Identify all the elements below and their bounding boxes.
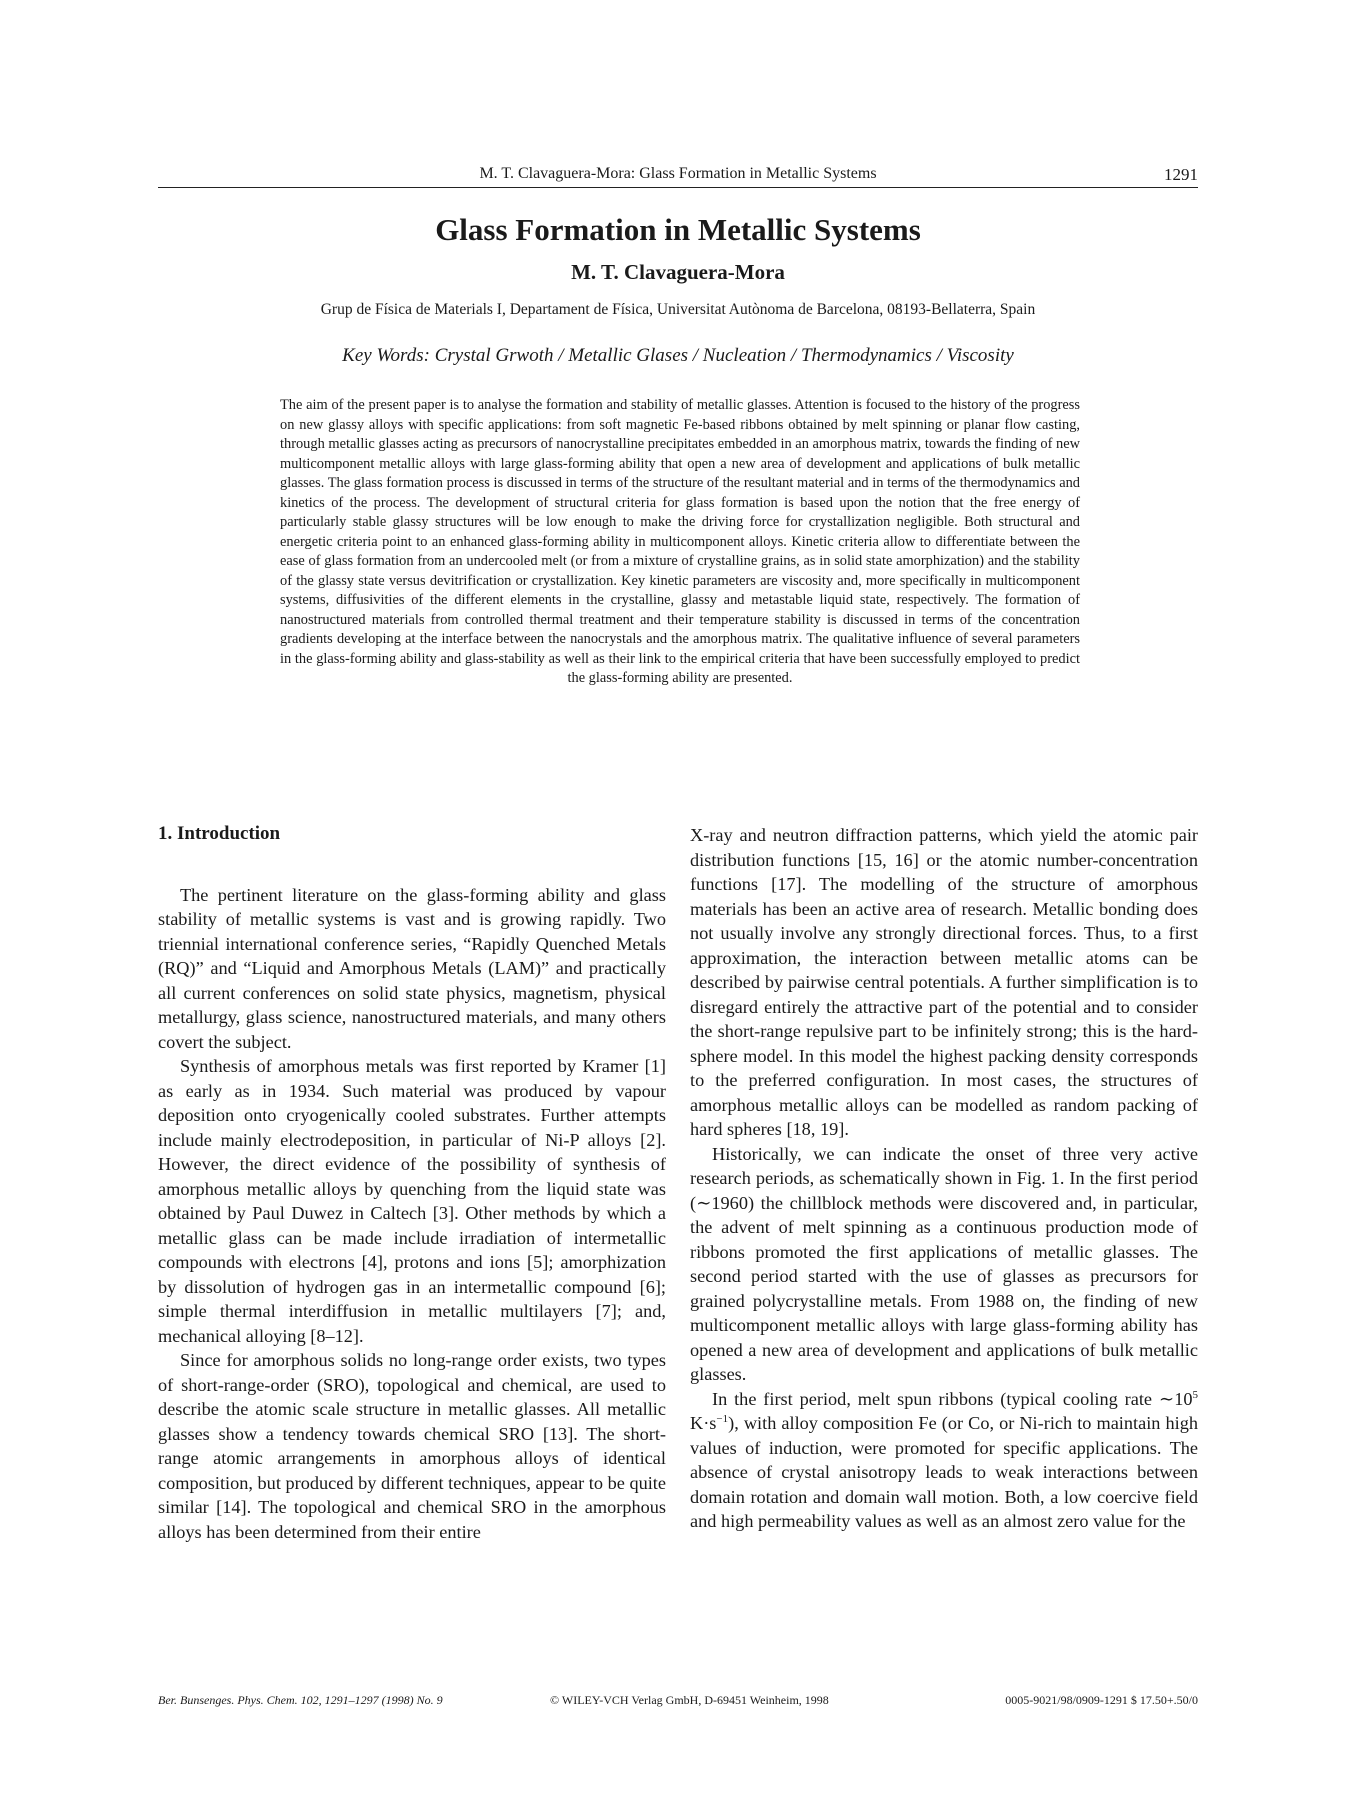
journal-citation: Ber. Bunsenges. Phys. Chem. 102, 1291–1297 (1998) No. 9 <box>158 1693 443 1707</box>
running-title: M. T. Clavaguera-Mora: Glass Formation in Metallic Systems <box>479 165 877 182</box>
paragraph: The pertinent literature on the glass-forming ability and glass stability of metallic systems is vast and is growing rapidly. Two triennial international conference series, “Rapidly Quenched Metals (RQ)” and “Liquid and Amorphous Metals (LAM)” and practically all current conferences on solid state physics, magnetism, physical metallurgy, glass science, nanostructured materials, and many others covert the subject. <box>158 884 666 1052</box>
paragraph: X-ray and neutron diffraction patterns, which yield the atomic pair distribution functions [15, 16] or the atomic number-concentration functions [17]. The modelling of the structure of amorphous materials has been an active area of research. Metallic bonding does not usually involve any strongly directional forces. Thus, to a first approximation, the interaction between metallic atoms can be described by pairwise central potentials. A further simplification is to disregard entirely the attractive part of the potential and to consider the short-range repulsive part to be infinitely strong; this is the hard-sphere model. In this model the highest packing density corresponds to the preferred configuration. In most cases, the structures of amorphous metallic alloys can be modelled as random packing of hard spheres [18, 19]. <box>690 825 1198 1139</box>
left-column <box>158 822 666 1544</box>
paragraph-text: ), with alloy composition Fe (or Co, or Ni-rich to maintain high values of induction, were promoted for specific applications. The absence of crystal anisotropy leads to weak interactions between domain rotation and domain wall motion. Both, a low coercive field and high permeability values as well as an almost zero value for the <box>690 1413 1198 1531</box>
abstract: The aim of the present paper is to analyse the formation and stability of metallic glasses. Attention is focused to the history of the progress on new glassy alloys with specific applications: from soft magnetic Fe-based ribbons obtained by melt spinning or planar flow casting, through metallic glasses acting as precursors of nanocrystalline precipitates embedded in an amorphous matrix, towards the finding of new multicomponent metallic alloys with large glass-forming ability that open a new area of development and applications of bulk metallic glasses. The glass formation process is discussed in terms of the structure of the resultant material and in terms of the thermodynamics and kinetics of the process. The development of structural criteria for glass formation is based upon the notion that the free energy of particularly stable glassy structures will be low enough to make the driving force for crystallization negligible. Both structural and energetic criteria point to an enhanced glass-forming ability in multicomponent alloys. Kinetic criteria allow to differentiate between the ease of glass formation from an undercooled melt (or from a mixture of crystalline grains, as in solid state amorphization) and the stability of the glassy state versus devitrification or crystallization. Key kinetic parameters are viscosity and, more specifically in multicomponent systems, diffusivities of the different elements in the crystalline, glassy and metastable liquid state, respectively. The formation of nanostructured materials from controlled thermal treatment and their temperature stability is discussed in terms of the concentration gradients developing at the interface between the nanocrystals and the amorphous matrix. The qualitative influence of several parameters in the glass-forming ability and glass-stability as well as their link to the empirical criteria that have been successfully employed to predict the glass-forming ability are presented. <box>280 397 1080 686</box>
paragraph: Synthesis of amorphous metals was first reported by Kramer [1] as early as in 1934. Such material was produced by vapour deposition onto cryogenically cooled substrates. Further attempts include mainly electrodeposition, in particular of Ni-P alloys [2]. However, the direct evidence of the possibility of synthesis of amorphous metallic alloys by quenching from the liquid state was obtained by Paul Duwez in Caltech [3]. Other methods by which a metallic glass can be made include irradiation of intermetallic compounds with electrons [4], protons and ions [5]; amorphization by dissolution of hydrogen gas in an intermetallic compound [6]; simple thermal interdiffusion in metallic multilayers [7]; and, mechanical alloying [8–12]. <box>158 1056 666 1346</box>
paragraph <box>690 1387 1198 1534</box>
paragraph: Since for amorphous solids no long-range order exists, two types of short-range-order (SRO), topological and chemical, are used to describe the atomic scale structure in metallic glasses. All metallic glasses show a tendency towards chemical SRO [13]. The short-range atomic arrangements in amorphous alloys of identical composition, but produced by different techniques, appear to be quite similar [14]. The topological and chemical SRO in the amorphous alloys has been determined from their entire <box>158 1350 666 1542</box>
right-column <box>690 823 1198 1534</box>
section-heading: 1. Introduction <box>158 823 281 844</box>
author: M. T. Clavaguera-Mora <box>571 260 785 284</box>
affiliation: Grup de Física de Materials I, Departament de Física, Universitat Autònoma de Barcelona, 08193-Bellaterra, Spain <box>320 301 1036 318</box>
paragraph-text: In the first period, melt spun ribbons (typical cooling rate ∼10 <box>712 1388 1193 1409</box>
page-number: 1291 <box>1164 165 1198 184</box>
keywords: Key Words: Crystal Grwoth / Metallic Glases / Nucleation / Thermodynamics / Viscosity <box>342 345 1014 366</box>
superscript: −1 <box>716 1412 729 1425</box>
paragraph: Historically, we can indicate the onset of three very active research periods, as schematically shown in Fig. 1. In the first period (∼1960) the chillblock methods were discovered and, in particular, the advent of melt spinning as a continuous production mode of ribbons promoted the first applications of metallic glasses. The second period started with the use of glasses as precursors for grained polycrystalline metals. From 1988 on, the finding of new multicomponent metallic alloys with large glass-forming ability has opened a new area of development and applications of bulk metallic glasses. <box>690 1143 1198 1384</box>
paper-title: Glass Formation in Metallic Systems <box>435 212 921 247</box>
copyright: © WILEY-VCH Verlag GmbH, D-69451 Weinheim, 1998 <box>550 1693 829 1707</box>
issn: 0005-9021/98/0909-1291 $ 17.50+.50/0 <box>1005 1693 1198 1707</box>
paragraph-text: K·s <box>690 1413 717 1433</box>
running-head <box>158 163 1198 188</box>
superscript: 5 <box>1192 1388 1198 1401</box>
